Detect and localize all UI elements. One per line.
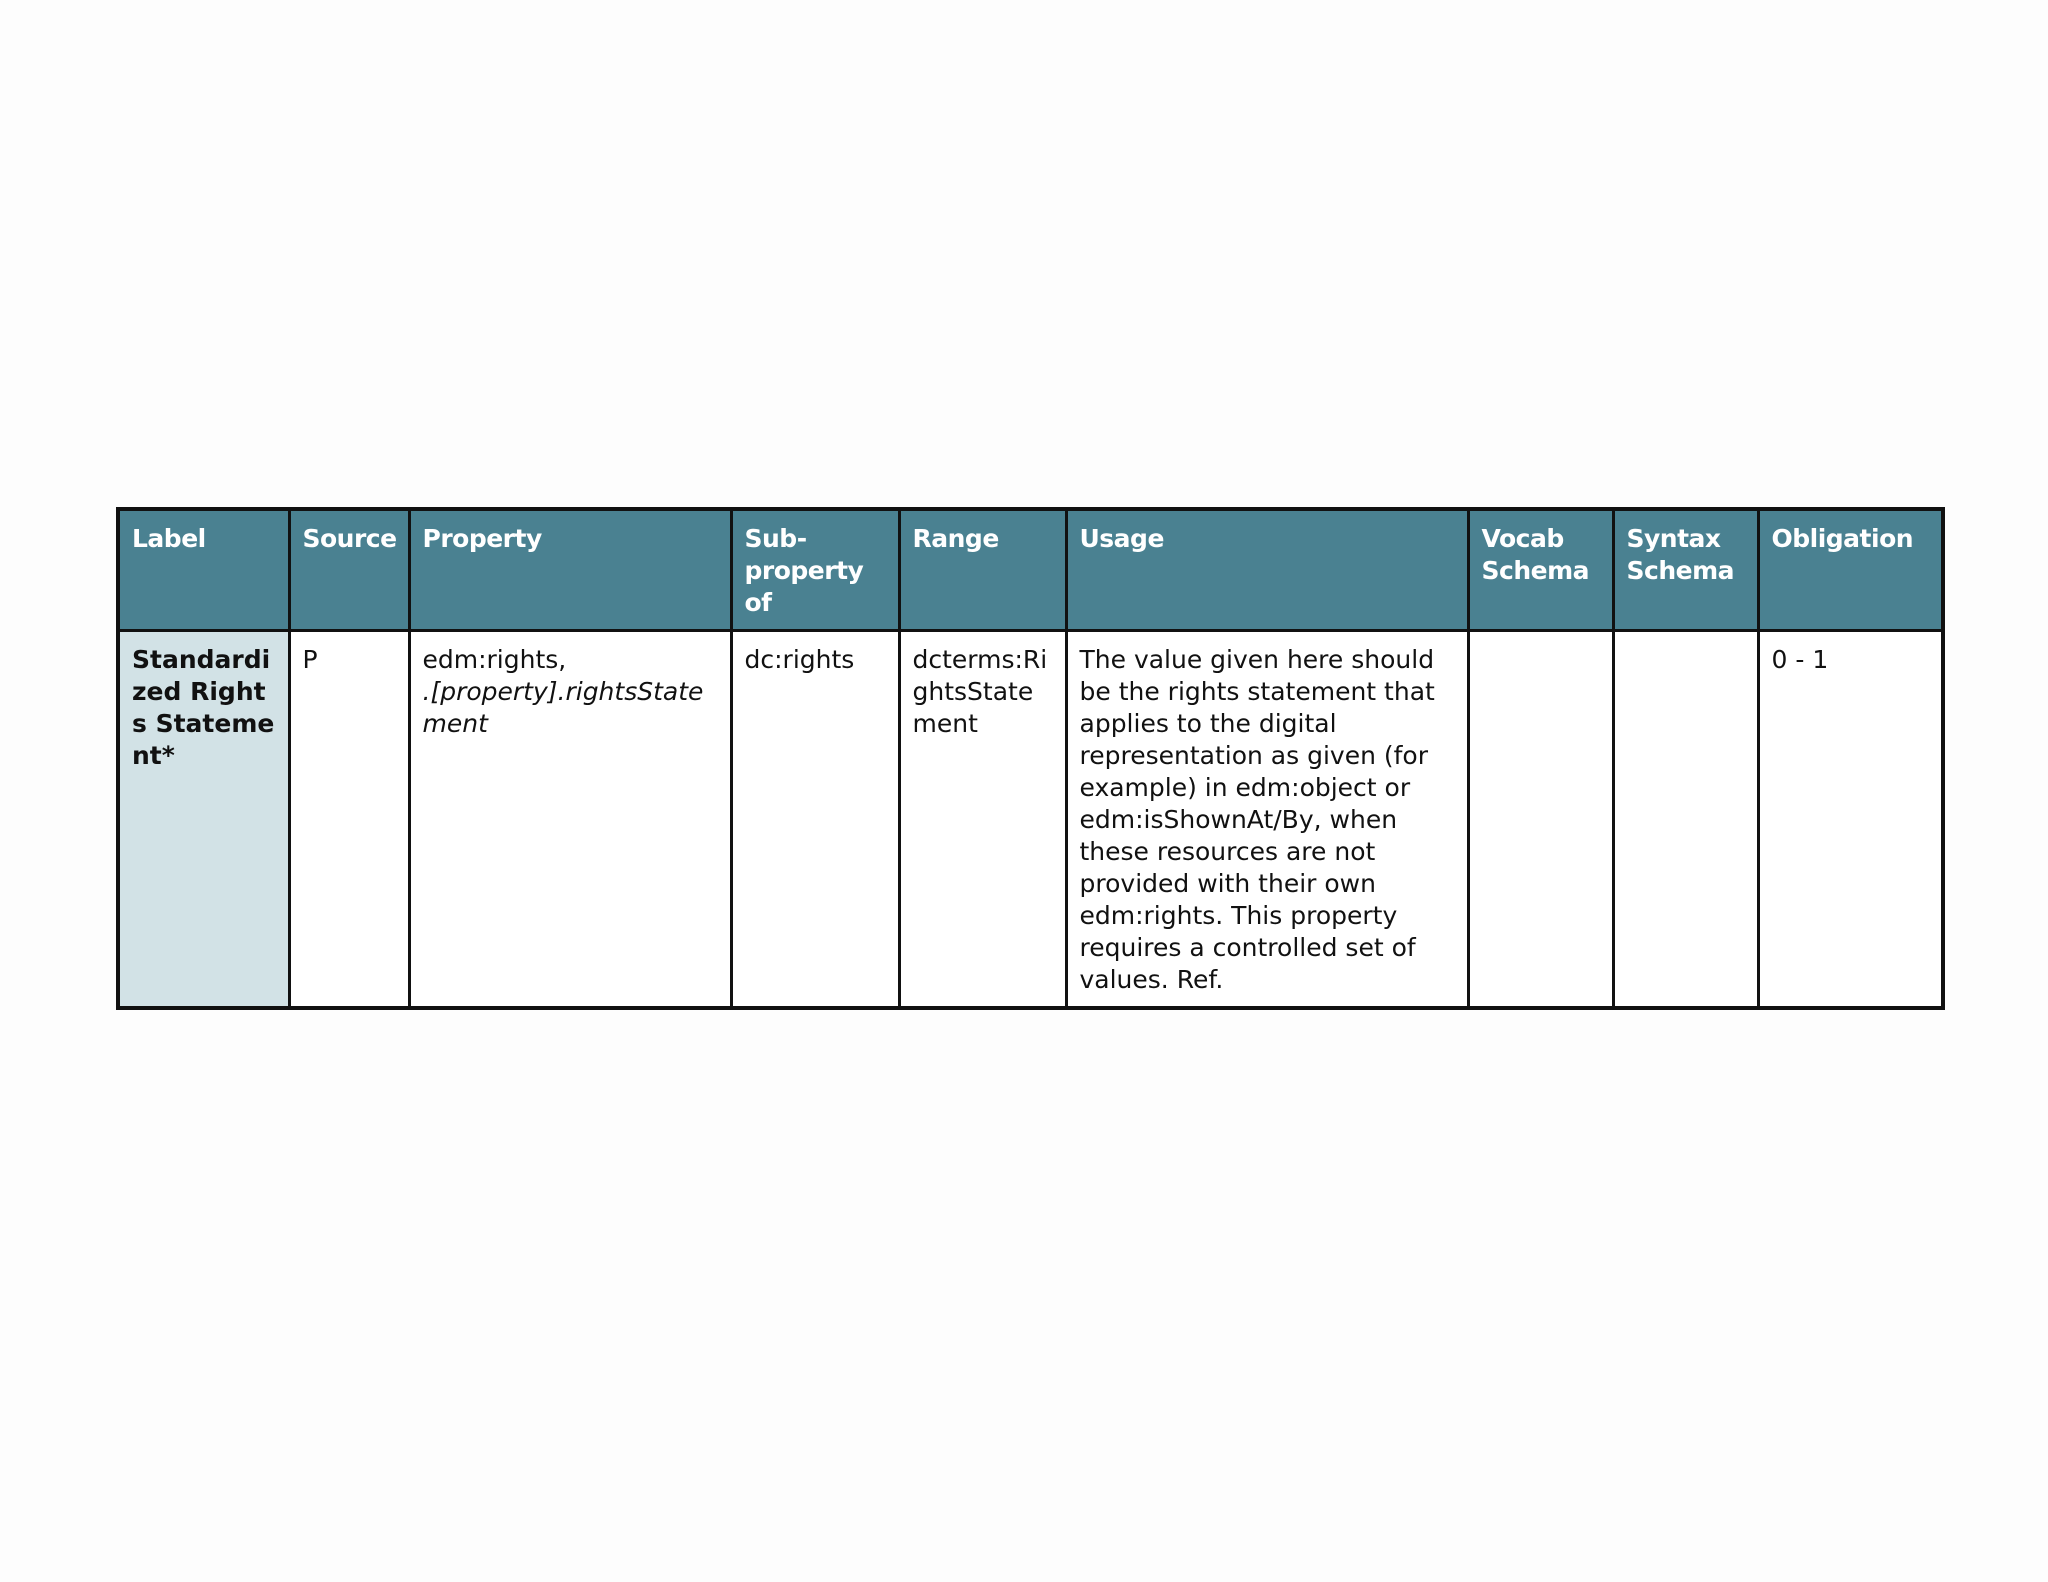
header-source: Source xyxy=(289,509,409,631)
table-row xyxy=(118,631,1943,1009)
cell-source: P xyxy=(289,631,409,1009)
header-row xyxy=(118,509,1943,631)
header-syntax-schema: Syntax Schema xyxy=(1613,509,1758,631)
cell-vocab-schema xyxy=(1468,631,1613,1009)
header-label: Label xyxy=(118,509,289,631)
header-subproperty-of: Sub-property of xyxy=(731,509,899,631)
header-range: Range xyxy=(899,509,1066,631)
header-vocab-schema: Vocab Schema xyxy=(1468,509,1613,631)
cell-syntax-schema xyxy=(1613,631,1758,1009)
cell-obligation: 0 - 1 xyxy=(1758,631,1943,1009)
header-obligation: Obligation xyxy=(1758,509,1943,631)
cell-usage: The value given here should be the rights statement that applies to the digital representation as given (for example) in edm:object or edm:isShownAt/By, when these resources are not provided with their own edm:rights. This property requires a controlled set of values. Ref. xyxy=(1066,631,1468,1009)
header-property: Property xyxy=(409,509,731,631)
cell-subproperty-of: dc:rights xyxy=(731,631,899,1009)
header-usage: Usage xyxy=(1066,509,1468,631)
cell-range: dcterms:RightsStatement xyxy=(899,631,1066,1009)
cell-property xyxy=(409,631,731,1009)
cell-label: Standardized Rights Statement* xyxy=(118,631,289,1009)
metadata-table xyxy=(116,507,1945,1010)
property-plain-text: edm:rights, xyxy=(422,645,567,674)
property-italic-text: .[property].rightsStatement xyxy=(422,677,704,738)
